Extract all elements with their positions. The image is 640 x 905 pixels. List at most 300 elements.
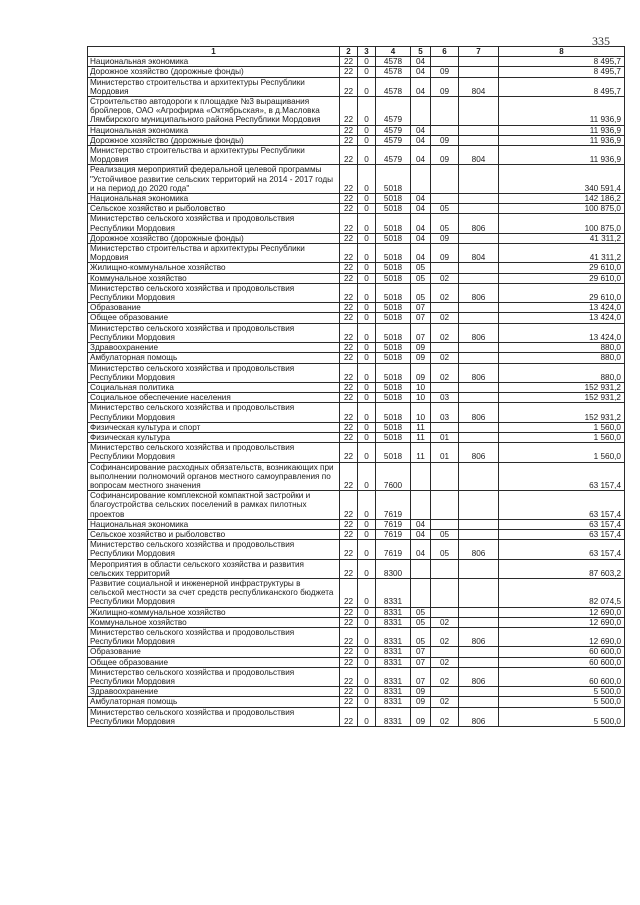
amount-cell: 8 495,7 xyxy=(499,67,625,77)
expense-type-cell xyxy=(459,647,499,657)
amount-cell: 60 600,0 xyxy=(499,657,625,667)
table-row xyxy=(88,343,625,353)
expense-type-cell xyxy=(459,491,499,520)
target-article-cell: 5018 xyxy=(376,323,411,342)
subchapter-cell: 02 xyxy=(431,697,459,707)
amount-cell: 142 186,2 xyxy=(499,194,625,204)
subsection-cell: 0 xyxy=(358,687,376,697)
row-name-cell: Общее образование xyxy=(88,657,340,667)
row-name-cell: Жилищно-коммунальное хозяйство xyxy=(88,607,340,617)
target-article-cell: 5018 xyxy=(376,353,411,363)
target-article-cell: 5018 xyxy=(376,165,411,194)
table-row xyxy=(88,627,625,646)
table-row xyxy=(88,273,625,283)
amount-cell: 11 936,9 xyxy=(499,135,625,145)
row-name-cell: Министерство строительства и архитектуры Республики Мордовия xyxy=(88,77,340,96)
amount-cell: 63 157,4 xyxy=(499,491,625,520)
amount-cell: 8 495,7 xyxy=(499,77,625,96)
row-name-cell: Социальная политика xyxy=(88,382,340,392)
chapter-cell: 04 xyxy=(411,540,431,559)
table-body xyxy=(88,47,625,727)
expense-type-cell xyxy=(459,617,499,627)
row-name-cell: Министерство сельского хозяйства и продовольствия Республики Мордовия xyxy=(88,627,340,646)
chapter-cell xyxy=(411,491,431,520)
table-row xyxy=(88,393,625,403)
expense-type-cell xyxy=(459,303,499,313)
chapter-cell: 04 xyxy=(411,77,431,96)
target-article-cell: 5018 xyxy=(376,233,411,243)
header-cell: 6 xyxy=(431,47,459,57)
section-cell: 22 xyxy=(340,382,358,392)
amount-cell: 5 500,0 xyxy=(499,687,625,697)
amount-cell: 63 157,4 xyxy=(499,462,625,491)
target-article-cell: 4579 xyxy=(376,135,411,145)
subsection-cell: 0 xyxy=(358,462,376,491)
table-row xyxy=(88,233,625,243)
subsection-cell: 0 xyxy=(358,303,376,313)
subchapter-cell: 09 xyxy=(431,146,459,165)
subchapter-cell: 02 xyxy=(431,273,459,283)
row-name-cell: Национальная экономика xyxy=(88,519,340,529)
chapter-cell: 04 xyxy=(411,204,431,214)
expense-type-cell: 806 xyxy=(459,403,499,422)
amount-cell: 340 591,4 xyxy=(499,165,625,194)
subsection-cell: 0 xyxy=(358,244,376,263)
table-row xyxy=(88,403,625,422)
section-cell: 22 xyxy=(340,283,358,302)
subchapter-cell: 09 xyxy=(431,67,459,77)
chapter-cell: 10 xyxy=(411,393,431,403)
expense-type-cell xyxy=(459,313,499,323)
chapter-cell xyxy=(411,559,431,578)
table-row xyxy=(88,194,625,204)
subchapter-cell: 09 xyxy=(431,135,459,145)
target-article-cell: 4579 xyxy=(376,97,411,126)
subsection-cell: 0 xyxy=(358,382,376,392)
subsection-cell: 0 xyxy=(358,667,376,686)
subchapter-cell xyxy=(431,519,459,529)
amount-cell: 11 936,9 xyxy=(499,125,625,135)
amount-cell: 29 610,0 xyxy=(499,273,625,283)
subchapter-cell: 02 xyxy=(431,657,459,667)
expense-type-cell: 804 xyxy=(459,77,499,96)
subchapter-cell: 05 xyxy=(431,529,459,539)
section-cell: 22 xyxy=(340,303,358,313)
subchapter-cell: 02 xyxy=(431,363,459,382)
table-row xyxy=(88,529,625,539)
target-article-cell: 8331 xyxy=(376,607,411,617)
subsection-cell: 0 xyxy=(358,353,376,363)
header-cell: 8 xyxy=(499,47,625,57)
row-name-cell: Коммунальное хозяйство xyxy=(88,617,340,627)
target-article-cell: 8331 xyxy=(376,697,411,707)
subchapter-cell: 09 xyxy=(431,244,459,263)
expense-type-cell xyxy=(459,165,499,194)
amount-cell: 880,0 xyxy=(499,343,625,353)
table-row xyxy=(88,687,625,697)
subsection-cell: 0 xyxy=(358,657,376,667)
amount-cell: 5 500,0 xyxy=(499,697,625,707)
chapter-cell xyxy=(411,97,431,126)
row-name-cell: Строительство автодороги к площадке №3 выращивания бройлеров, ОАО «Агрофирма «Октябрьская», в д.Масловка Лямбирского муниципального района Республики Мордовия xyxy=(88,97,340,126)
subchapter-cell: 02 xyxy=(431,283,459,302)
subsection-cell: 0 xyxy=(358,135,376,145)
subchapter-cell xyxy=(431,97,459,126)
target-article-cell: 5018 xyxy=(376,393,411,403)
row-name-cell: Образование xyxy=(88,303,340,313)
subsection-cell: 0 xyxy=(358,146,376,165)
expense-type-cell xyxy=(459,578,499,607)
expense-type-cell: 806 xyxy=(459,540,499,559)
subchapter-cell xyxy=(431,57,459,67)
subsection-cell: 0 xyxy=(358,529,376,539)
amount-cell: 41 311,2 xyxy=(499,244,625,263)
row-name-cell: Дорожное хозяйство (дорожные фонды) xyxy=(88,67,340,77)
target-article-cell: 7619 xyxy=(376,540,411,559)
target-article-cell: 8331 xyxy=(376,707,411,726)
expense-type-cell xyxy=(459,125,499,135)
subchapter-cell xyxy=(431,462,459,491)
amount-cell: 60 600,0 xyxy=(499,667,625,686)
subsection-cell: 0 xyxy=(358,323,376,342)
row-name-cell: Амбулаторная помощь xyxy=(88,353,340,363)
subsection-cell: 0 xyxy=(358,432,376,442)
amount-cell: 12 690,0 xyxy=(499,607,625,617)
target-article-cell: 5018 xyxy=(376,273,411,283)
expense-type-cell: 806 xyxy=(459,707,499,726)
subchapter-cell xyxy=(431,687,459,697)
subsection-cell: 0 xyxy=(358,578,376,607)
subsection-cell: 0 xyxy=(358,233,376,243)
table-row xyxy=(88,303,625,313)
section-cell: 22 xyxy=(340,687,358,697)
expense-type-cell xyxy=(459,462,499,491)
subchapter-cell: 09 xyxy=(431,77,459,96)
table-row xyxy=(88,559,625,578)
amount-cell: 29 610,0 xyxy=(499,263,625,273)
subchapter-cell xyxy=(431,382,459,392)
subchapter-cell: 02 xyxy=(431,667,459,686)
subsection-cell: 0 xyxy=(358,403,376,422)
subsection-cell: 0 xyxy=(358,125,376,135)
section-cell: 22 xyxy=(340,343,358,353)
expense-type-cell xyxy=(459,382,499,392)
chapter-cell: 05 xyxy=(411,617,431,627)
amount-cell: 152 931,2 xyxy=(499,393,625,403)
row-name-cell: Здравоохранение xyxy=(88,687,340,697)
amount-cell: 880,0 xyxy=(499,363,625,382)
header-cell: 2 xyxy=(340,47,358,57)
subchapter-cell: 03 xyxy=(431,393,459,403)
subchapter-cell: 03 xyxy=(431,403,459,422)
table-row xyxy=(88,578,625,607)
expense-type-cell xyxy=(459,519,499,529)
chapter-cell: 05 xyxy=(411,263,431,273)
table-row xyxy=(88,67,625,77)
amount-cell: 13 424,0 xyxy=(499,303,625,313)
expense-type-cell: 806 xyxy=(459,667,499,686)
subchapter-cell xyxy=(431,422,459,432)
target-article-cell: 5018 xyxy=(376,422,411,432)
table-row xyxy=(88,540,625,559)
chapter-cell: 05 xyxy=(411,273,431,283)
subsection-cell: 0 xyxy=(358,697,376,707)
section-cell: 22 xyxy=(340,393,358,403)
amount-cell: 152 931,2 xyxy=(499,382,625,392)
table-row xyxy=(88,363,625,382)
subsection-cell: 0 xyxy=(358,647,376,657)
target-article-cell: 7619 xyxy=(376,529,411,539)
target-article-cell: 7600 xyxy=(376,462,411,491)
amount-cell: 41 311,2 xyxy=(499,233,625,243)
chapter-cell: 05 xyxy=(411,607,431,617)
subsection-cell: 0 xyxy=(358,443,376,462)
table-row xyxy=(88,77,625,96)
target-article-cell: 5018 xyxy=(376,363,411,382)
expense-type-cell xyxy=(459,687,499,697)
chapter-cell: 04 xyxy=(411,125,431,135)
amount-cell: 13 424,0 xyxy=(499,323,625,342)
amount-cell: 5 500,0 xyxy=(499,707,625,726)
table-row xyxy=(88,313,625,323)
subsection-cell: 0 xyxy=(358,422,376,432)
table-row xyxy=(88,165,625,194)
section-cell: 22 xyxy=(340,432,358,442)
amount-cell: 82 074,5 xyxy=(499,578,625,607)
section-cell: 22 xyxy=(340,443,358,462)
chapter-cell: 09 xyxy=(411,363,431,382)
row-name-cell: Министерство сельского хозяйства и продовольствия Республики Мордовия xyxy=(88,214,340,233)
section-cell: 22 xyxy=(340,263,358,273)
expense-type-cell xyxy=(459,204,499,214)
target-article-cell: 4579 xyxy=(376,146,411,165)
table-row xyxy=(88,244,625,263)
row-name-cell: Общее образование xyxy=(88,313,340,323)
chapter-cell: 04 xyxy=(411,135,431,145)
target-article-cell: 5018 xyxy=(376,443,411,462)
row-name-cell: Софинансирование расходных обязательств, возникающих при выполнении полномочий органов местного самоуправления по вопросам местного значения xyxy=(88,462,340,491)
chapter-cell: 07 xyxy=(411,667,431,686)
target-article-cell: 5018 xyxy=(376,303,411,313)
table-row xyxy=(88,657,625,667)
subchapter-cell xyxy=(431,607,459,617)
chapter-cell: 05 xyxy=(411,283,431,302)
table-row xyxy=(88,667,625,686)
chapter-cell: 04 xyxy=(411,67,431,77)
row-name-cell: Министерство сельского хозяйства и продовольствия Республики Мордовия xyxy=(88,443,340,462)
table-row xyxy=(88,607,625,617)
target-article-cell: 5018 xyxy=(376,313,411,323)
expense-type-cell xyxy=(459,607,499,617)
expense-type-cell: 806 xyxy=(459,214,499,233)
chapter-cell: 04 xyxy=(411,529,431,539)
header-cell: 1 xyxy=(88,47,340,57)
expense-type-cell xyxy=(459,135,499,145)
subsection-cell: 0 xyxy=(358,343,376,353)
row-name-cell: Министерство строительства и архитектуры Республики Мордовия xyxy=(88,244,340,263)
section-cell: 22 xyxy=(340,273,358,283)
row-name-cell: Социальное обеспечение населения xyxy=(88,393,340,403)
chapter-cell: 07 xyxy=(411,647,431,657)
section-cell: 22 xyxy=(340,578,358,607)
chapter-cell: 11 xyxy=(411,443,431,462)
subchapter-cell xyxy=(431,491,459,520)
target-article-cell: 8331 xyxy=(376,578,411,607)
table-row xyxy=(88,135,625,145)
subsection-cell: 0 xyxy=(358,214,376,233)
amount-cell: 8 495,7 xyxy=(499,57,625,67)
subchapter-cell: 02 xyxy=(431,707,459,726)
subchapter-cell: 02 xyxy=(431,353,459,363)
section-cell: 22 xyxy=(340,422,358,432)
table-row xyxy=(88,57,625,67)
header-cell: 3 xyxy=(358,47,376,57)
chapter-cell: 04 xyxy=(411,519,431,529)
subsection-cell: 0 xyxy=(358,273,376,283)
subchapter-cell: 01 xyxy=(431,443,459,462)
expense-type-cell xyxy=(459,67,499,77)
chapter-cell: 04 xyxy=(411,194,431,204)
subchapter-cell xyxy=(431,647,459,657)
header-cell: 5 xyxy=(411,47,431,57)
row-name-cell: Министерство сельского хозяйства и продовольствия Республики Мордовия xyxy=(88,323,340,342)
row-name-cell: Развитие социальной и инженерной инфраструктуры в сельской местности за счет средств республиканского бюджета Республики Мордовия xyxy=(88,578,340,607)
row-name-cell: Национальная экономика xyxy=(88,194,340,204)
subchapter-cell: 02 xyxy=(431,627,459,646)
section-cell: 22 xyxy=(340,667,358,686)
row-name-cell: Министерство сельского хозяйства и продовольствия Республики Мордовия xyxy=(88,707,340,726)
subchapter-cell: 09 xyxy=(431,233,459,243)
expense-type-cell xyxy=(459,194,499,204)
chapter-cell xyxy=(411,165,431,194)
section-cell: 22 xyxy=(340,363,358,382)
section-cell: 22 xyxy=(340,67,358,77)
section-cell: 22 xyxy=(340,627,358,646)
subsection-cell: 0 xyxy=(358,97,376,126)
subsection-cell: 0 xyxy=(358,519,376,529)
subchapter-cell xyxy=(431,165,459,194)
target-article-cell: 5018 xyxy=(376,283,411,302)
section-cell: 22 xyxy=(340,559,358,578)
subchapter-cell: 01 xyxy=(431,432,459,442)
target-article-cell: 5018 xyxy=(376,432,411,442)
section-cell: 22 xyxy=(340,323,358,342)
table-row xyxy=(88,97,625,126)
subsection-cell: 0 xyxy=(358,491,376,520)
target-article-cell: 8300 xyxy=(376,559,411,578)
target-article-cell: 5018 xyxy=(376,403,411,422)
table-row xyxy=(88,462,625,491)
subsection-cell: 0 xyxy=(358,559,376,578)
subsection-cell: 0 xyxy=(358,204,376,214)
expense-type-cell xyxy=(459,57,499,67)
table-row xyxy=(88,263,625,273)
target-article-cell: 8331 xyxy=(376,647,411,657)
amount-cell: 880,0 xyxy=(499,353,625,363)
header-cell: 7 xyxy=(459,47,499,57)
section-cell: 22 xyxy=(340,194,358,204)
target-article-cell: 5018 xyxy=(376,194,411,204)
amount-cell: 100 875,0 xyxy=(499,214,625,233)
subsection-cell: 0 xyxy=(358,617,376,627)
amount-cell: 63 157,4 xyxy=(499,529,625,539)
section-cell: 22 xyxy=(340,165,358,194)
subchapter-cell xyxy=(431,125,459,135)
expense-type-cell xyxy=(459,393,499,403)
section-cell: 22 xyxy=(340,491,358,520)
target-article-cell: 5018 xyxy=(376,204,411,214)
row-name-cell: Министерство строительства и архитектуры Республики Мордовия xyxy=(88,146,340,165)
chapter-cell: 07 xyxy=(411,303,431,313)
row-name-cell: Физическая культура xyxy=(88,432,340,442)
subsection-cell: 0 xyxy=(358,313,376,323)
expense-type-cell xyxy=(459,233,499,243)
section-cell: 22 xyxy=(340,462,358,491)
section-cell: 22 xyxy=(340,657,358,667)
section-cell: 22 xyxy=(340,403,358,422)
section-cell: 22 xyxy=(340,313,358,323)
chapter-cell: 11 xyxy=(411,432,431,442)
expense-type-cell: 804 xyxy=(459,146,499,165)
target-article-cell: 4578 xyxy=(376,57,411,67)
target-article-cell: 4579 xyxy=(376,125,411,135)
amount-cell: 63 157,4 xyxy=(499,519,625,529)
expense-type-cell xyxy=(459,343,499,353)
row-name-cell: Здравоохранение xyxy=(88,343,340,353)
row-name-cell: Дорожное хозяйство (дорожные фонды) xyxy=(88,233,340,243)
row-name-cell: Физическая культура и спорт xyxy=(88,422,340,432)
chapter-cell: 04 xyxy=(411,146,431,165)
budget-table xyxy=(87,46,625,727)
target-article-cell: 8331 xyxy=(376,687,411,697)
target-article-cell: 5018 xyxy=(376,214,411,233)
expense-type-cell xyxy=(459,432,499,442)
amount-cell: 29 610,0 xyxy=(499,283,625,302)
section-cell: 22 xyxy=(340,244,358,263)
subchapter-cell xyxy=(431,343,459,353)
subchapter-cell xyxy=(431,578,459,607)
expense-type-cell: 806 xyxy=(459,627,499,646)
row-name-cell: Амбулаторная помощь xyxy=(88,697,340,707)
chapter-cell: 11 xyxy=(411,422,431,432)
subchapter-cell: 02 xyxy=(431,313,459,323)
subchapter-cell: 05 xyxy=(431,214,459,233)
amount-cell: 87 603,2 xyxy=(499,559,625,578)
table-row xyxy=(88,697,625,707)
header-cell: 4 xyxy=(376,47,411,57)
expense-type-cell xyxy=(459,529,499,539)
amount-cell: 1 560,0 xyxy=(499,432,625,442)
section-cell: 22 xyxy=(340,135,358,145)
subchapter-cell: 02 xyxy=(431,617,459,627)
subchapter-cell: 05 xyxy=(431,540,459,559)
section-cell: 22 xyxy=(340,529,358,539)
expense-type-cell: 804 xyxy=(459,244,499,263)
amount-cell: 60 600,0 xyxy=(499,647,625,657)
chapter-cell: 09 xyxy=(411,707,431,726)
subsection-cell: 0 xyxy=(358,67,376,77)
chapter-cell: 07 xyxy=(411,313,431,323)
section-cell: 22 xyxy=(340,540,358,559)
row-name-cell: Министерство сельского хозяйства и продовольствия Республики Мордовия xyxy=(88,540,340,559)
table-row xyxy=(88,146,625,165)
section-cell: 22 xyxy=(340,146,358,165)
table-row xyxy=(88,382,625,392)
subsection-cell: 0 xyxy=(358,194,376,204)
table-row xyxy=(88,519,625,529)
expense-type-cell xyxy=(459,97,499,126)
table-row xyxy=(88,125,625,135)
